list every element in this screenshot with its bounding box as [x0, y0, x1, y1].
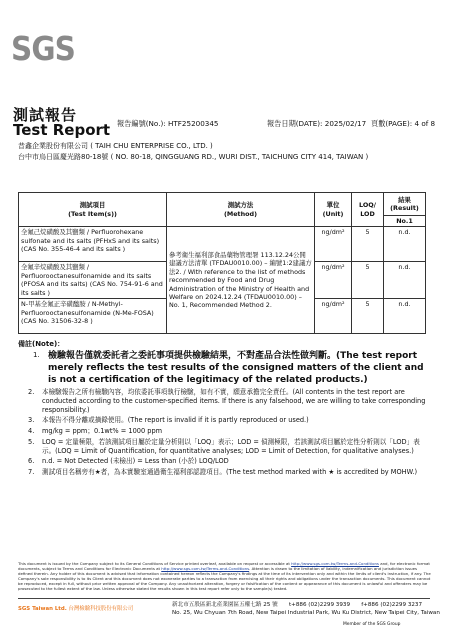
client-address: 台中市烏日區慶光路80-18號 ( NO. 80-18, QINGGUANG RD., WURI DIST., TAICHUNG CITY 414, TAIWAN ) [18, 153, 369, 161]
row-result: n.d. [384, 262, 426, 299]
note-number: 6. [28, 457, 35, 466]
report-number: 報告編號(No.): HTF25200345 [117, 119, 219, 128]
page-number: 頁數(PAGE): 4 of 8 [371, 119, 436, 128]
note-text: LOQ = 定量極限，若該測試項目屬於定量分析則以「LOQ」表示；LOD = 偵測極限，若該測試項目屬於定性分析則以「LOD」表示。(LOQ = Limit of Quantification, for quantitative analyses; LOD = Limit of Detection, for qualitative analyses.) [42, 437, 420, 455]
row-test-item: 全氟己烷磺酸及其鹽類 / Perfluorohexane sulfonate and its salts (PFHxS and its salts) (CAS No. 355-46-4 and its salts ) [19, 227, 167, 262]
note-number: 4. [28, 427, 35, 436]
header-unit: 單位 (Unit) [315, 193, 352, 227]
client-company: 昔鑫企業股份有限公司 ( TAIH CHU ENTERPRISE CO., LTD. ) [18, 142, 213, 150]
row-test-item: 全氟辛烷磺酸及其鹽類 / Perfluorooctanesulfonamide and its salts (PFOSA and its salts) (CAS No. 754-91-6 and its salts ) [19, 262, 167, 299]
disclaimer-text: and, for electronic format documents, subject to Terms and Conditions for Electronic Documents at [18, 561, 430, 572]
note-number: 1. [33, 351, 40, 360]
note-text: n.d. = Not Detected (未檢出) = Less than (小於) LOQ/LOD [42, 457, 229, 466]
disclaimer-text: This document is issued by the Company subject to its General Conditions of Service printed overleaf, available on request or accessible at [18, 561, 292, 566]
note-text: 測試項目名稱旁有★者，為本實驗室通過衛生福利部認證項目。(The test method marked with ★ is accredited by MOHW.) [42, 467, 418, 476]
report-title-zh: 測試報告 [13, 106, 78, 124]
terms-link[interactable]: http://www.sgs.com.tw/Terms-and-Conditions [291, 561, 379, 566]
row-test-item: N-甲基全氟正辛磺醯胺 / N-Methyl-Perfluorooctanesulfonamide (N-Me-FOSA) (CAS No. 31506-32-8 ) [19, 299, 167, 334]
note-item [18, 388, 428, 414]
footer-address [172, 601, 440, 617]
row-unit: ng/dm² [315, 299, 352, 334]
row-loq: 5 [352, 227, 384, 262]
row-result: n.d. [384, 299, 426, 334]
note-text: 本報告不得分離或摘錄使用。(The report is invalid if it is partly reproduced or used.) [42, 416, 309, 425]
note-item [18, 438, 428, 455]
svg-text:SGS: SGS [11, 30, 75, 64]
table-row [19, 227, 426, 262]
note-item [18, 416, 428, 425]
footer-address-zh: 新北市五股區新北產業園區五權七路 25 號 t+886 (02)2299 3939 f+886 (02)2299 3237 [172, 602, 423, 608]
sgs-logo [11, 30, 77, 64]
row-result: n.d. [384, 227, 426, 262]
header-sample-no: No.1 [384, 216, 426, 227]
footer-divider [18, 598, 430, 599]
footer-address-en: No. 25, Wu Chyuan 7th Road, New Taipei Industrial Park, Wu Ku District, New Taipei City, Taiwan [172, 610, 440, 617]
note-number: 7. [28, 467, 35, 476]
legal-disclaimer [18, 561, 432, 591]
disclaimer-text: . Attention is drawn to the limitation of liability, indemnification and jurisdiction issues defined therein. Any holder of this document is advised that information contained hereon reflects the Company's findings at the time of its intervention only and within the limits of client's instruction, if any. The Company's sole responsibility is to its Client and this document does not exonerate parties to a transaction from exercising all their rights and obligations under the transaction documents. This document cannot be reproduced, except in full, without prior written approval of the Company. Any unauthorized alteration, forgery or falsification of the content or appearance of this document is unlawful and offenders may be prosecuted to the fullest extent of the law. Unless otherwise stated the results shown in this test report refer only to the sample(s) tested. [18, 566, 431, 592]
results-table [18, 192, 426, 334]
member-of-group: Member of the SGS Group [343, 622, 401, 627]
footer-brand [18, 604, 133, 612]
note-text: mg/kg = ppm；0.1wt% = 1000 ppm [42, 427, 163, 436]
electronic-terms-link[interactable]: http://www.sgs.com.tw/Terms-and-Conditions [161, 566, 250, 572]
note-number: 3. [28, 416, 35, 425]
brand-name: SGS Taiwan Ltd. [18, 606, 67, 612]
notes-heading: 備註(Note)： [18, 340, 65, 348]
note-text: 本檢驗報告之所有檢驗內容，均依委託事項執行檢驗，如有不實，願意承擔完全責任。(All contents in the test report are conducted according to the customer-specified items. If there is any falsehood, we are willing to take corresponding responsibility.) [42, 388, 426, 414]
header-loq: LOQ/ LOD [352, 193, 384, 227]
report-date: 報告日期(DATE): 2025/02/17 [267, 119, 367, 128]
row-loq: 5 [352, 299, 384, 334]
brand-name-zh: 台灣檢驗科技股份有限公司 [68, 606, 134, 612]
header-method: 測試方法 (Method) [167, 193, 315, 227]
note-text: 檢驗報告僅就委託者之委託事項提供檢驗結果，不對產品合法性做判斷。(The test report merely reflects the test results of the consigned matters of the client and is not a certification of the legitimacy of the related products.) [48, 351, 424, 385]
row-unit: ng/dm² [315, 262, 352, 299]
note-number: 5. [28, 437, 35, 446]
header-result: 結果 (Result) [384, 193, 426, 216]
method-cell: 參考衛生福利部食品藥物管理署 113.12.24公開建議方法清單 (TFDAU0010.00) – 編號1:2建議方法2. / With reference to the list of methods recommended by Food and Drug Administration of the Ministry of Health and Welfare on 2024.12.24 (TFDAU0010.00) – No. 1, Recommended Method 2. [167, 227, 315, 334]
note-item [18, 457, 428, 466]
notes-section [18, 340, 428, 479]
row-unit: ng/dm² [315, 227, 352, 262]
header-test-item: 測試項目 (Test Item(s)) [19, 193, 167, 227]
note-item [18, 468, 428, 477]
report-title-en: Test Report [13, 121, 111, 139]
note-item [18, 351, 428, 386]
note-number: 2. [28, 388, 35, 397]
row-loq: 5 [352, 262, 384, 299]
note-item [18, 427, 428, 436]
